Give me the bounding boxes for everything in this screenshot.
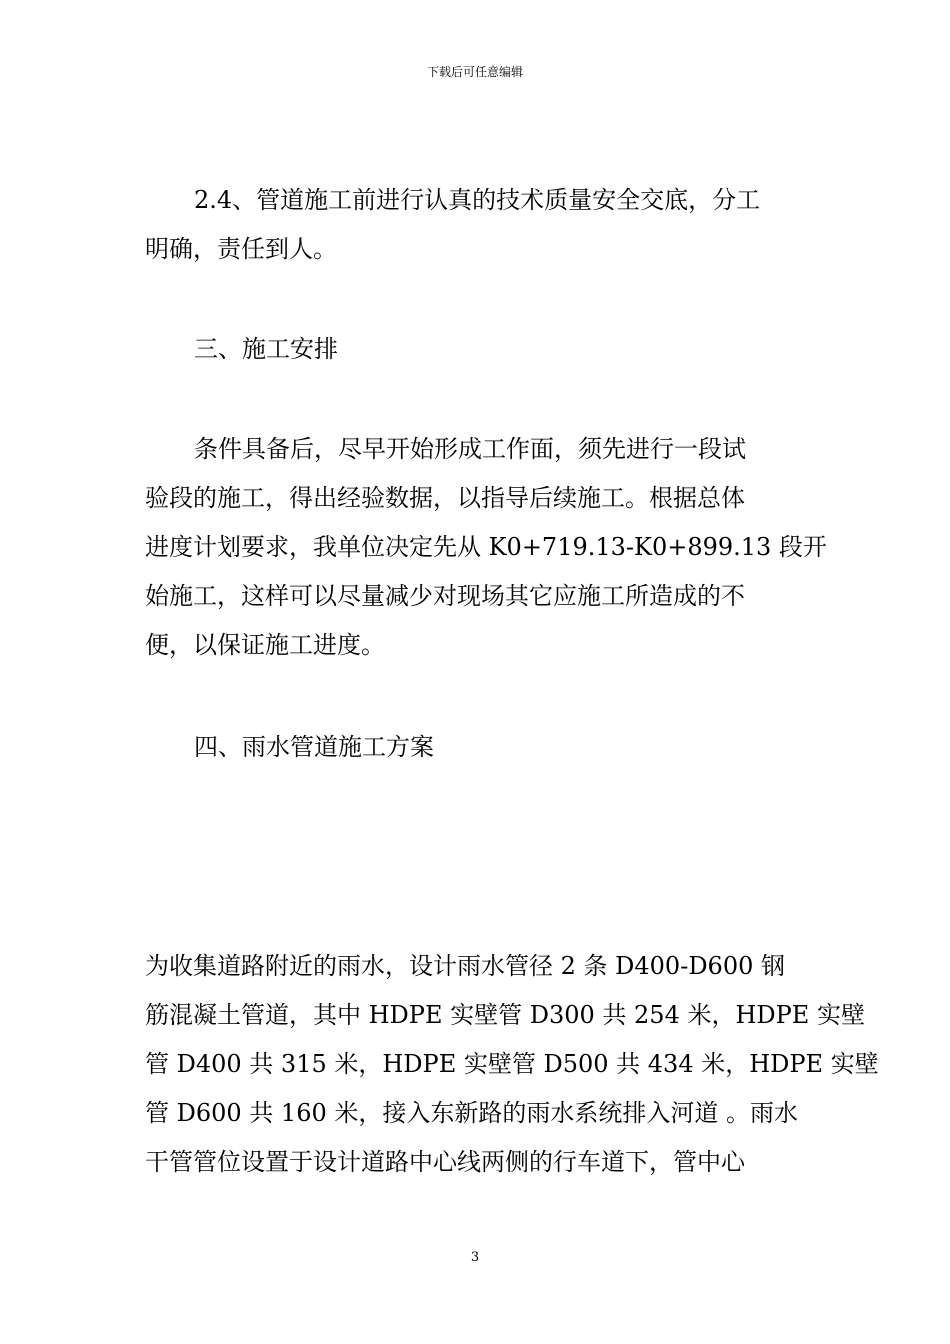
paragraph-line: 条件具备后，尽早开始形成工作面，须先进行一段试 (194, 435, 746, 463)
paragraph-line: 始施工，这样可以尽量减少对现场其它应施工所造成的不 (145, 582, 745, 610)
section-heading-3: 三、施工安排 (194, 335, 338, 363)
paragraph-2-4 (145, 176, 809, 274)
paragraph-line: 验段的施工，得出经验数据，以指导后续施工。根据总体 (145, 484, 745, 512)
paragraph-line: 管 D400 共 315 米，HDPE 实壁管 D500 共 434 米，HDPE 实壁 (145, 1050, 879, 1078)
paragraph-line: 明确，责任到人。 (145, 235, 337, 263)
paragraph-line: 筋混凝土管道，其中 HDPE 实壁管 D300 共 254 米，HDPE 实壁 (145, 1001, 865, 1029)
paragraph-rainwater-pipes (145, 942, 879, 1187)
paragraph-line: 进度计划要求，我单位决定先从 K0+719.13-K0+899.13 段开 (145, 533, 827, 561)
section-heading-4: 四、雨水管道施工方案 (194, 733, 434, 761)
paragraph-line: 2.4、管道施工前进行认真的技术质量安全交底，分工 (194, 186, 761, 214)
page-header: 下载后可任意编辑 (426, 65, 523, 79)
paragraph-construction-arrangement (145, 425, 827, 670)
paragraph-line: 干管管位设置于设计道路中心线两侧的行车道下，管中心 (145, 1148, 745, 1176)
paragraph-line: 管 D600 共 160 米，接入东新路的雨水系统排入河道 。雨水 (145, 1099, 799, 1127)
page-number: 3 (470, 1250, 480, 1265)
paragraph-line: 为收集道路附近的雨水，设计雨水管径 2 条 D400-D600 钢 (145, 952, 785, 980)
paragraph-line: 便，以保证施工进度。 (145, 631, 385, 659)
